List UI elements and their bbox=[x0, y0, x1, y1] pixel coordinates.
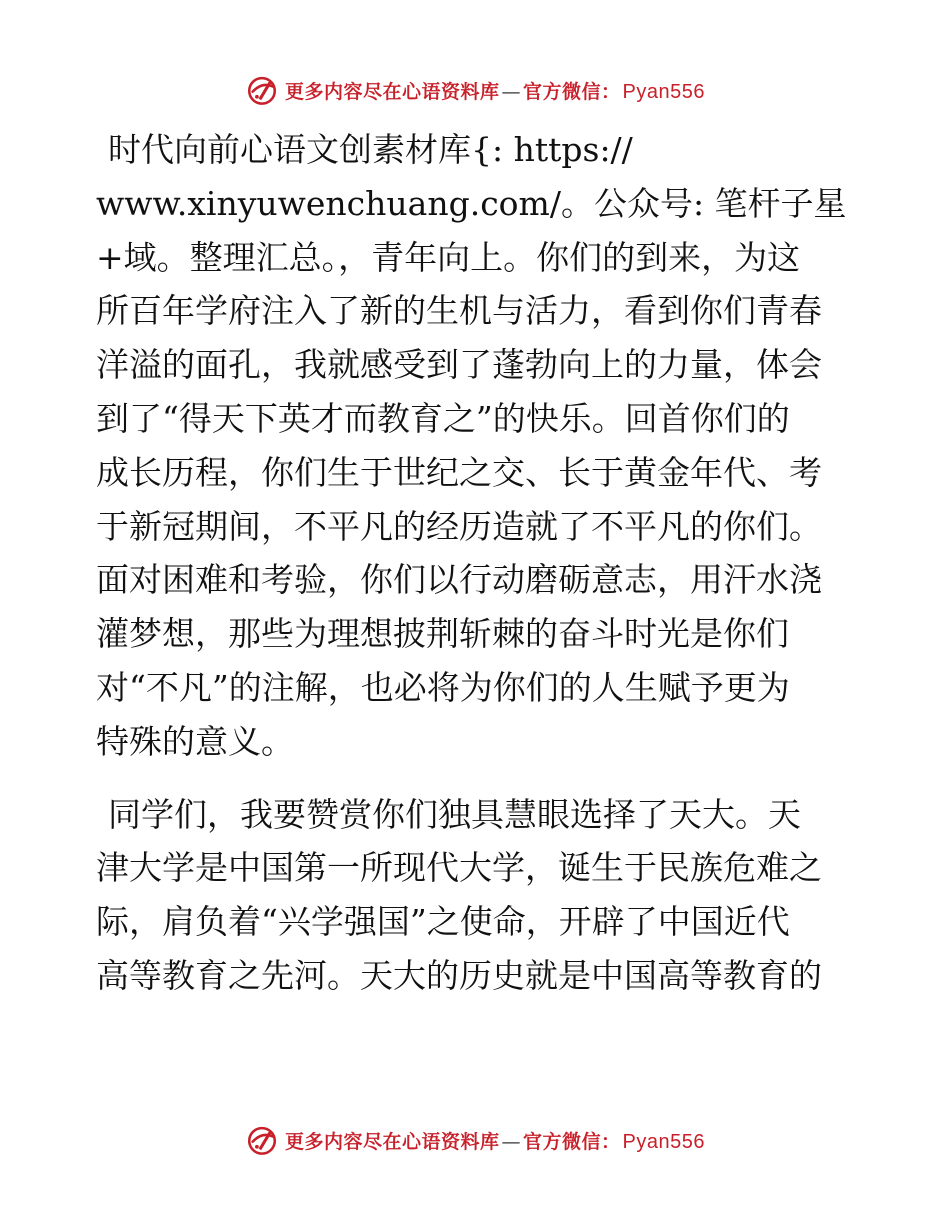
text-line: 津大学是中国第一所现代大学，诞生于民族危难之 bbox=[96, 848, 822, 888]
text-line: 面对困难和考验，你们以行动磨砺意志，用汗水浇 bbox=[96, 560, 822, 600]
document-body bbox=[96, 123, 856, 1003]
text-line: 所百年学府注入了新的生机与活力，看到你们青春 bbox=[96, 291, 822, 331]
banner-text bbox=[285, 1127, 705, 1154]
banner-dash: — bbox=[501, 80, 522, 103]
banner-text bbox=[285, 77, 705, 104]
text-line: +域。整理汇总。，青年向上。你们的到来，为这 bbox=[96, 237, 801, 277]
text-line: 同学们，我要赞赏你们独具慧眼选择了天大。天 bbox=[108, 794, 801, 834]
banner-wechat-id: Pyan556 bbox=[622, 80, 705, 103]
text-line: 灌梦想，那些为理想披荆斩棘的奋斗时光是你们 bbox=[96, 614, 789, 654]
banner-main-text: 更多内容尽在心语资料库 bbox=[285, 80, 500, 103]
pen-logo-icon bbox=[245, 1123, 279, 1157]
paragraph bbox=[96, 123, 856, 769]
text-line: 于新冠期间，不平凡的经历造就了不平凡的你们。 bbox=[96, 506, 822, 546]
text-line: 洋溢的面孔，我就感受到了蓬勃向上的力量，体会 bbox=[96, 345, 822, 385]
footer-banner bbox=[0, 1120, 950, 1160]
pen-logo-icon bbox=[245, 73, 279, 107]
header-banner bbox=[0, 70, 950, 110]
text-line: 际，肩负着“兴学强国”之使命，开辟了中国近代 bbox=[96, 902, 790, 942]
banner-official-label: 官方微信： bbox=[523, 80, 621, 103]
banner-main-text: 更多内容尽在心语资料库 bbox=[285, 1130, 500, 1153]
text-line: 成长历程，你们生于世纪之交、长于黄金年代、考 bbox=[96, 452, 822, 492]
text-line: 高等教育之先河。天大的历史就是中国高等教育的 bbox=[96, 955, 822, 995]
banner-wechat-id: Pyan556 bbox=[622, 1130, 705, 1153]
banner-dash: — bbox=[501, 1130, 522, 1153]
text-line: 对“不凡”的注解，也必将为你们的人生赋予更为 bbox=[96, 667, 790, 707]
paragraph bbox=[96, 788, 856, 1003]
banner-official-label: 官方微信： bbox=[523, 1130, 621, 1153]
text-line: 特殊的意义。 bbox=[96, 721, 294, 761]
paragraph-spacer bbox=[96, 769, 856, 788]
text-line: 到了“得天下英才而教育之”的快乐。回首你们的 bbox=[96, 398, 790, 438]
text-line: 时代向前心语文创素材库{: https:// bbox=[108, 130, 633, 169]
text-line: www.xinyuwenchuang.com/。公众号: 笔杆子星 bbox=[96, 183, 847, 223]
